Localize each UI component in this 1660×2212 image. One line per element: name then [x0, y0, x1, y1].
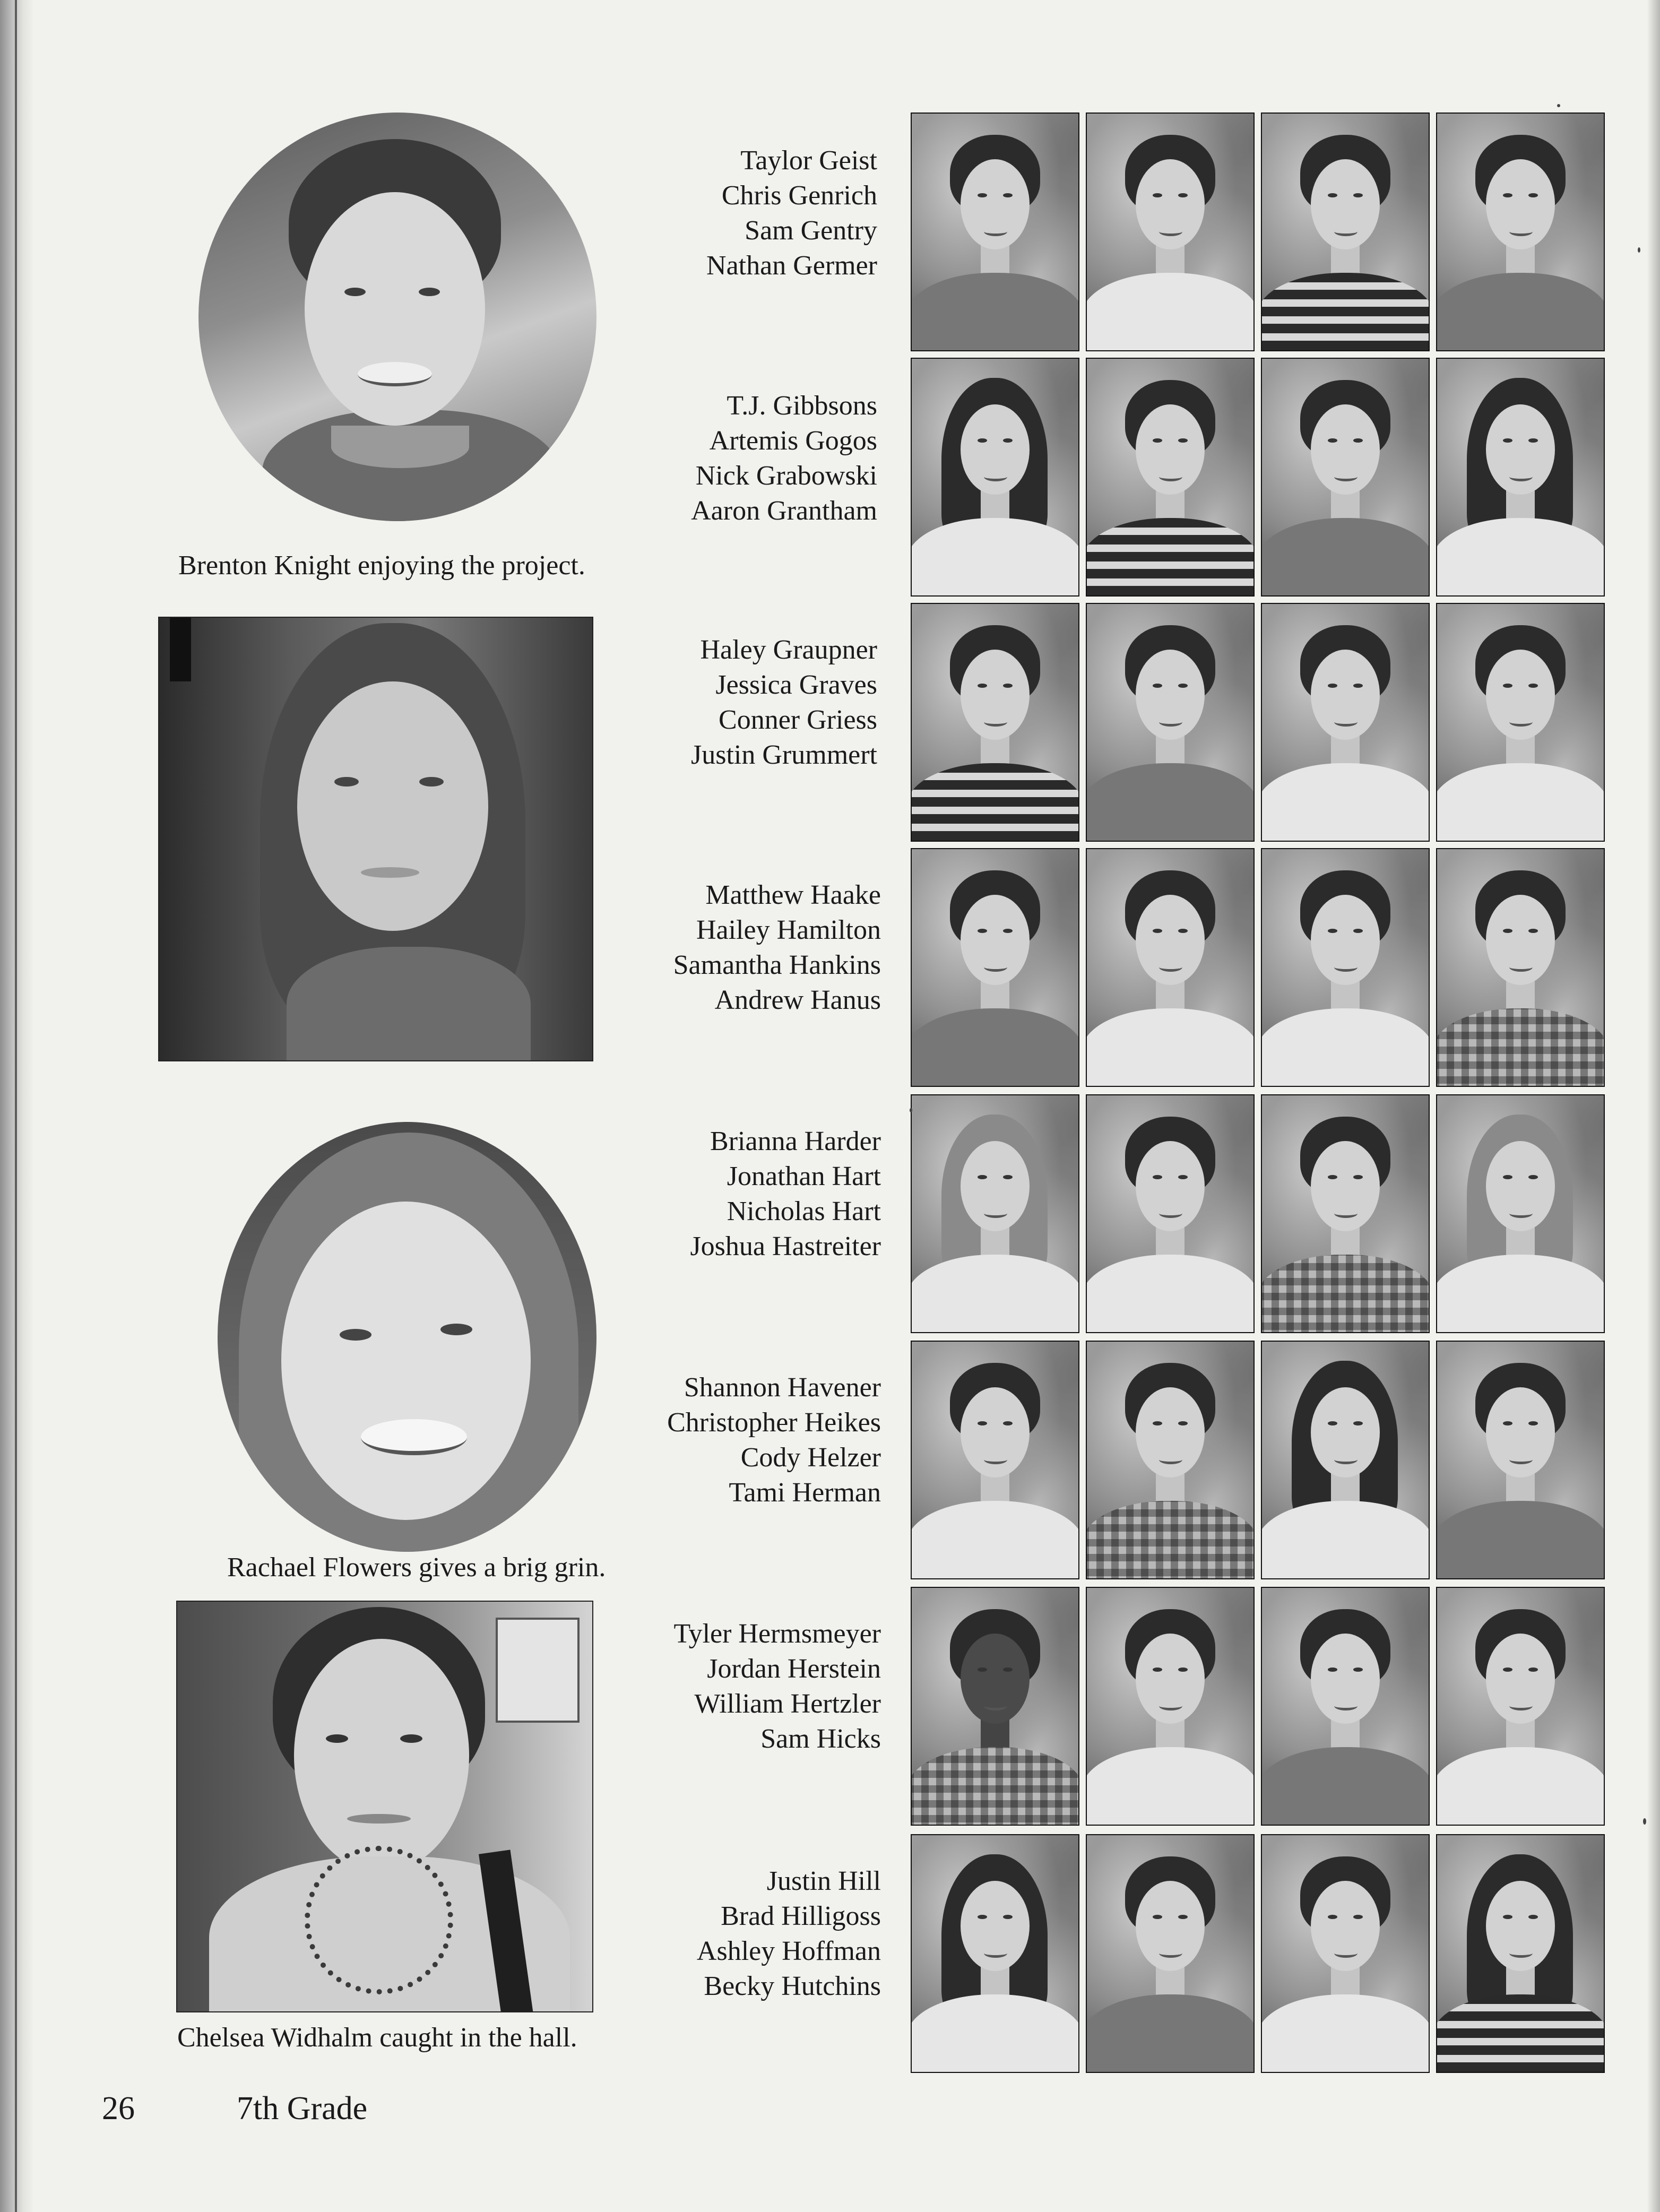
student-name: Conner Griess [719, 705, 877, 735]
portrait-mouth [984, 1455, 1007, 1464]
student-portrait [1436, 1341, 1605, 1579]
portrait-eye [1178, 193, 1188, 197]
wall-fixture [170, 618, 191, 681]
portrait-shirt [1086, 518, 1255, 597]
portrait-eye [978, 193, 987, 197]
portrait-shirt [1436, 763, 1605, 842]
student-portrait [1086, 358, 1255, 597]
portrait-mouth [1334, 227, 1358, 236]
student-name: Justin Hill [766, 1866, 881, 1896]
student-name: Aaron Grantham [691, 496, 877, 526]
student-portrait [1086, 848, 1255, 1087]
portrait-shirt [911, 1008, 1079, 1087]
portrait-eye [1353, 193, 1363, 197]
portrait-mouth [1334, 1701, 1358, 1710]
student-portrait [1261, 848, 1430, 1087]
portrait-mouth [1159, 1949, 1182, 1958]
portrait-eye [1153, 193, 1162, 197]
portrait-mouth [1159, 1209, 1182, 1218]
portrait-eye [1328, 929, 1337, 933]
student-portrait [1261, 113, 1430, 351]
student-portrait [1261, 1094, 1430, 1333]
portrait-mouth [1509, 963, 1533, 972]
student-portrait [1261, 1587, 1430, 1826]
student-name: Jordan Herstein [707, 1654, 881, 1684]
student-name: Haley Graupner [700, 635, 877, 665]
portrait-shirt [1436, 1008, 1605, 1087]
portrait-eye [1528, 438, 1538, 443]
portrait-mouth [1334, 718, 1358, 727]
portrait-eye [1178, 929, 1188, 933]
name-block-row-8 [605, 1864, 881, 2004]
portrait-eye [1003, 438, 1013, 443]
portrait-eye [1503, 193, 1512, 197]
portrait-shirt [1261, 1994, 1430, 2073]
portrait-eye [1178, 1667, 1188, 1672]
name-block-row-6 [605, 1370, 881, 1510]
student-portrait [1436, 848, 1605, 1087]
student-name: Taylor Geist [740, 145, 877, 176]
portrait-eye [1153, 1421, 1162, 1425]
name-block-row-4 [605, 878, 881, 1018]
student-portrait [1436, 1587, 1605, 1826]
binding-edge-line [15, 0, 17, 2212]
scan-speck [910, 1108, 912, 1112]
student-name: Shannon Havener [684, 1372, 881, 1403]
portrait-eye [1178, 1421, 1188, 1425]
portrait-mouth [1334, 1455, 1358, 1464]
student-portrait [1261, 1834, 1430, 2073]
portrait-shirt [1261, 1747, 1430, 1826]
student-name: Matthew Haake [705, 880, 881, 910]
candid-photo-girl-classroom [158, 617, 593, 1061]
portrait-eye [1003, 1667, 1013, 1672]
portrait-eye [1178, 684, 1188, 688]
portrait-eye [978, 1421, 987, 1425]
portrait-mouth [1334, 1949, 1358, 1958]
student-name: Tyler Hermsmeyer [673, 1619, 881, 1649]
portrait-mouth [984, 1701, 1007, 1710]
portrait-eye [1003, 193, 1013, 197]
portrait-eye [978, 1175, 987, 1179]
portrait-shirt [1261, 763, 1430, 842]
name-block-row-5 [605, 1124, 881, 1264]
student-portrait [1086, 1341, 1255, 1579]
portrait-shirt [1086, 1255, 1255, 1333]
student-name: Sam Gentry [745, 215, 877, 246]
student-portrait [911, 1094, 1079, 1333]
portrait-eye [1528, 1667, 1538, 1672]
student-name: Brad Hilligoss [721, 1901, 881, 1931]
candid-photo-rachael-flowers [218, 1122, 596, 1552]
candid-photo-brenton-knight [198, 113, 596, 521]
portrait-eye [1003, 684, 1013, 688]
portrait-shirt [1261, 273, 1430, 351]
portrait-mouth [1159, 1455, 1182, 1464]
portrait-eye [1153, 1175, 1162, 1179]
student-name: Nicholas Hart [727, 1196, 881, 1226]
portrait-mouth [1509, 227, 1533, 236]
portrait-eye [1503, 684, 1512, 688]
portrait-shirt [1436, 1501, 1605, 1579]
portrait-eye [1178, 1175, 1188, 1179]
student-portrait [911, 848, 1079, 1087]
portrait-shirt [1436, 1255, 1605, 1333]
portrait-mouth [984, 1949, 1007, 1958]
portrait-eye [1003, 1421, 1013, 1425]
student-name: Tami Herman [729, 1477, 881, 1508]
portrait-shirt [1436, 1994, 1605, 2073]
portrait-mouth [984, 1209, 1007, 1218]
scan-speck [1557, 104, 1560, 107]
portrait-eye [1178, 1915, 1188, 1919]
portrait-eye [1528, 929, 1538, 933]
student-portrait [911, 1341, 1079, 1579]
portrait-eye [1328, 1421, 1337, 1425]
portrait-mouth [1334, 1209, 1358, 1218]
student-portrait [911, 358, 1079, 597]
student-portrait [1261, 603, 1430, 842]
portrait-eye [1528, 684, 1538, 688]
portrait-eye [978, 438, 987, 443]
portrait-eye [1528, 1175, 1538, 1179]
portrait-eye [1328, 1915, 1337, 1919]
student-portrait [911, 603, 1079, 842]
portrait-eye [1353, 1175, 1363, 1179]
student-portrait [1261, 358, 1430, 597]
student-name: William Hertzler [694, 1689, 881, 1719]
candid-photo-chelsea-widhalm [176, 1601, 593, 2012]
student-portrait [1436, 358, 1605, 597]
student-name: Nick Grabowski [695, 461, 877, 491]
portrait-shirt [911, 1747, 1079, 1826]
portrait-shirt [1261, 1501, 1430, 1579]
student-name: Joshua Hastreiter [690, 1231, 881, 1261]
portrait-shirt [1086, 1994, 1255, 2073]
portrait-shirt [911, 1994, 1079, 2073]
portrait-eye [1153, 684, 1162, 688]
student-name: Artemis Gogos [709, 426, 877, 456]
student-portrait [1436, 603, 1605, 842]
portrait-eye [1353, 438, 1363, 443]
portrait-eye [1353, 1421, 1363, 1425]
portrait-eye [1003, 1175, 1013, 1179]
portrait-shirt [1436, 273, 1605, 351]
student-name: Becky Hutchins [704, 1971, 881, 2001]
portrait-mouth [1509, 1209, 1533, 1218]
portrait-shirt [911, 1501, 1079, 1579]
portrait-eye [1153, 929, 1162, 933]
section-title: 7th Grade [237, 2090, 368, 2127]
portrait-mouth [1159, 963, 1182, 972]
portrait-shirt [1261, 518, 1430, 597]
portrait-eye [1503, 929, 1512, 933]
portrait-eye [978, 1667, 987, 1672]
portrait-mouth [1159, 472, 1182, 481]
portrait-mouth [984, 227, 1007, 236]
student-portrait [911, 1834, 1079, 2073]
portrait-eye [1328, 1667, 1337, 1672]
student-name: Jessica Graves [715, 670, 877, 700]
portrait-eye [1153, 1915, 1162, 1919]
portrait-eye [1153, 1667, 1162, 1672]
portrait-eye [1328, 1175, 1337, 1179]
page-number: 26 [102, 2090, 135, 2127]
portrait-shirt [1086, 1501, 1255, 1579]
candid-caption-1: Brenton Knight enjoying the project. [178, 550, 585, 581]
scan-speck [1643, 1818, 1646, 1825]
portrait-eye [1353, 1915, 1363, 1919]
student-portrait [1436, 1094, 1605, 1333]
name-block-row-2 [601, 388, 877, 529]
portrait-shirt [1436, 518, 1605, 597]
portrait-mouth [1334, 963, 1358, 972]
student-name: Chris Genrich [721, 180, 877, 211]
portrait-eye [978, 684, 987, 688]
portrait-eye [1503, 1175, 1512, 1179]
portrait-mouth [1509, 1701, 1533, 1710]
portrait-mouth [1509, 1949, 1533, 1958]
student-portrait [1086, 603, 1255, 842]
portrait-shirt [1436, 1747, 1605, 1826]
page-right-edge [1647, 0, 1660, 2212]
portrait-mouth [1509, 718, 1533, 727]
portrait-shirt [911, 518, 1079, 597]
name-block-row-3 [601, 633, 877, 773]
portrait-mouth [1159, 227, 1182, 236]
student-name: Andrew Hanus [714, 985, 881, 1015]
student-portrait [1436, 113, 1605, 351]
student-name: Sam Hicks [760, 1724, 881, 1754]
portrait-eye [978, 1915, 987, 1919]
portrait-mouth [984, 963, 1007, 972]
student-name: Hailey Hamilton [696, 915, 881, 945]
portrait-eye [1353, 929, 1363, 933]
portrait-shirt [1086, 763, 1255, 842]
student-portrait [1086, 1587, 1255, 1826]
portrait-shirt [1261, 1255, 1430, 1333]
student-name: Jonathan Hart [727, 1161, 881, 1191]
portrait-eye [1328, 684, 1337, 688]
portrait-eye [1153, 438, 1162, 443]
portrait-mouth [984, 718, 1007, 727]
student-portrait [1261, 1341, 1430, 1579]
portrait-eye [1003, 1915, 1013, 1919]
portrait-shirt [1086, 1008, 1255, 1087]
portrait-eye [1503, 1421, 1512, 1425]
portrait-eye [1353, 1667, 1363, 1672]
portrait-eye [1328, 438, 1337, 443]
student-name: Nathan Germer [706, 250, 877, 281]
portrait-eye [1503, 1915, 1512, 1919]
portrait-eye [1178, 438, 1188, 443]
portrait-shirt [1261, 1008, 1430, 1087]
candid-caption-4: Chelsea Widhalm caught in the hall. [177, 2023, 577, 2053]
portrait-shirt [911, 763, 1079, 842]
student-name: T.J. Gibbsons [727, 391, 877, 421]
student-portrait [1086, 113, 1255, 351]
portrait-shirt [911, 1255, 1079, 1333]
candid-caption-3: Rachael Flowers gives a brig grin. [227, 1552, 606, 1583]
student-portrait [1086, 1094, 1255, 1333]
portrait-shirt [1086, 273, 1255, 351]
portrait-eye [978, 929, 987, 933]
student-portrait [911, 113, 1079, 351]
bulletin-board [496, 1618, 580, 1723]
portrait-mouth [1334, 472, 1358, 481]
portrait-eye [1328, 193, 1337, 197]
portrait-eye [1528, 1915, 1538, 1919]
student-name: Ashley Hoffman [696, 1936, 881, 1966]
portrait-mouth [1159, 718, 1182, 727]
student-name: Brianna Harder [710, 1126, 881, 1156]
name-block-row-1 [601, 143, 877, 283]
student-portrait [911, 1587, 1079, 1826]
portrait-eye [1503, 1667, 1512, 1672]
student-name: Justin Grummert [691, 740, 877, 770]
portrait-shirt [911, 273, 1079, 351]
name-block-row-7 [605, 1617, 881, 1757]
portrait-shirt [1086, 1747, 1255, 1826]
student-name: Christopher Heikes [667, 1407, 881, 1438]
portrait-eye [1503, 438, 1512, 443]
scan-speck [1638, 247, 1640, 253]
portrait-mouth [1159, 1701, 1182, 1710]
portrait-eye [1353, 684, 1363, 688]
portrait-eye [1528, 193, 1538, 197]
portrait-mouth [1509, 1455, 1533, 1464]
student-name: Samantha Hankins [673, 950, 881, 980]
student-portrait [1436, 1834, 1605, 2073]
portrait-mouth [1509, 472, 1533, 481]
portrait-mouth [984, 472, 1007, 481]
student-name: Cody Helzer [740, 1442, 881, 1473]
student-portrait [1086, 1834, 1255, 2073]
portrait-eye [1003, 929, 1013, 933]
portrait-eye [1528, 1421, 1538, 1425]
